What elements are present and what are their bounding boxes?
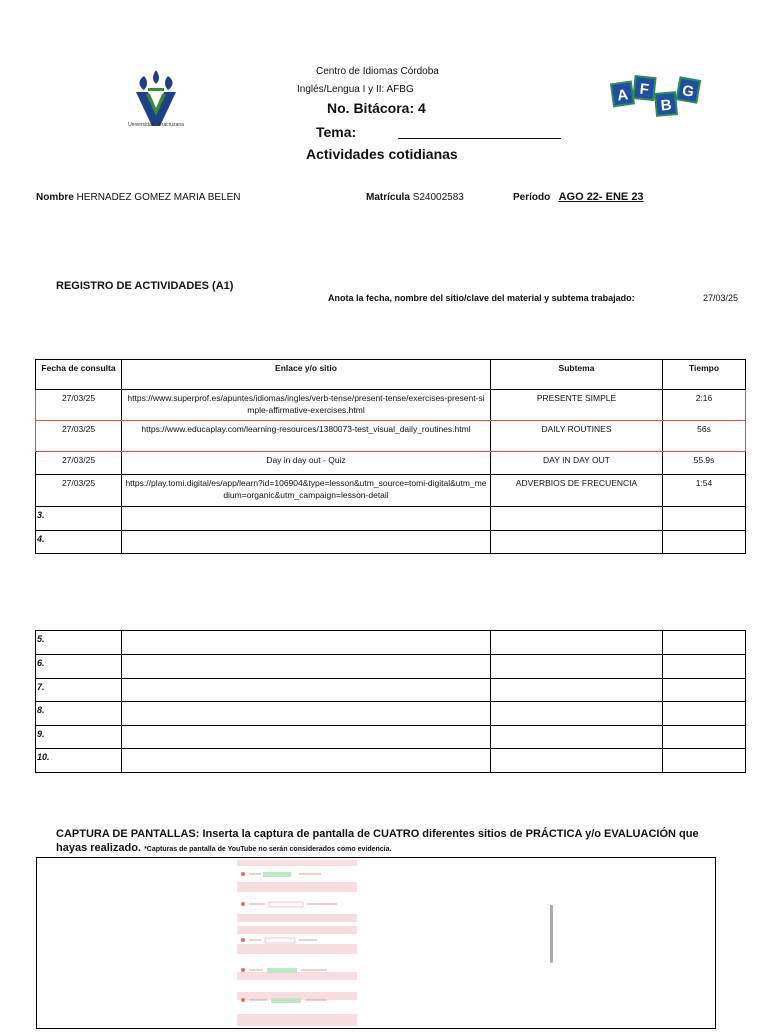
table-row (36, 655, 746, 679)
table-header-row (36, 360, 746, 390)
table-row (36, 702, 746, 726)
row-number: 4. (36, 531, 122, 554)
table-row (36, 631, 746, 655)
screenshot-frame (36, 857, 716, 1029)
table-row (36, 507, 746, 531)
quiz-screenshot-image (37, 858, 715, 1028)
registro-instruction: Anota la fecha, nombre del sitio/clave del material y subtema trabajado: (328, 293, 635, 303)
row-number: 6. (36, 655, 122, 679)
periodo-field (513, 191, 644, 203)
header-fecha: Fecha de consulta (36, 360, 122, 390)
center-name: Centro de Idiomas Córdoba (316, 66, 439, 77)
row-fecha: 27/03/25 (36, 421, 122, 452)
row-number: 7. (36, 679, 122, 702)
afbg-letter-f: F (638, 80, 650, 99)
table-row (36, 390, 746, 421)
header-enlace: Enlace y/o sitio (122, 360, 491, 390)
tema-label: Tema: (316, 124, 357, 140)
captura-note: *Capturas de pantalla de YouTube no serán considerados como evidencia. (144, 846, 392, 853)
row-enlace: https://play.tomi.digital/es/app/learn?id=106904&type=lesson&utm_source=tomi-digital&utm_medium=organic&utm_campaign=lesson-detail (122, 475, 491, 507)
table-row (36, 726, 746, 749)
matricula-value: S24002583 (412, 192, 464, 203)
row-enlace: Day in day out - Quiz (122, 452, 491, 475)
row-number: 10. (36, 749, 122, 773)
header-subtema: Subtema (491, 360, 663, 390)
page-subtitle: Actividades cotidianas (306, 146, 458, 162)
bitacora-number: No. Bitácora: 4 (327, 100, 426, 116)
row-number: 3. (36, 507, 122, 531)
registro-title: REGISTRO DE ACTIVIDADES (A1) (56, 280, 234, 292)
row-tiempo: 2:16 (663, 390, 746, 421)
nombre-label: Nombre (36, 192, 74, 203)
table-row (36, 421, 746, 452)
afbg-logo (610, 70, 702, 126)
header-tiempo: Tiempo (663, 360, 746, 390)
row-subtema: DAILY ROUTINES (491, 421, 663, 452)
matricula-field (366, 192, 464, 203)
row-number: 5. (36, 631, 122, 655)
periodo-value: AGO 22- ENE 23 (558, 191, 644, 203)
row-subtema: DAY IN DAY OUT (491, 452, 663, 475)
afbg-letter-g: G (680, 82, 696, 101)
tema-underline (398, 138, 561, 139)
table-row (36, 679, 746, 702)
row-number: 8. (36, 702, 122, 726)
row-fecha: 27/03/25 (36, 390, 122, 421)
row-fecha: 27/03/25 (36, 475, 122, 507)
screenshot-scrollbar-thumb (550, 905, 553, 963)
row-tiempo: 55.9s (663, 452, 746, 475)
table-row (36, 531, 746, 554)
captura-instruction: CAPTURA DE PANTALLAS: Inserta la captura de pantalla de CUATRO diferentes sitios de PRÁCTICA y/o EVALUACIÓN que hayas realizado. (56, 828, 699, 854)
row-tiempo: 1:54 (663, 475, 746, 507)
nombre-value: HERNADEZ GOMEZ MARIA BELEN (76, 192, 241, 203)
table-row (36, 475, 746, 507)
afbg-letter-a: A (616, 86, 630, 105)
universidad-veracruzana-logo (108, 66, 204, 130)
row-enlace: https://www.superprof.es/apuntes/idiomas/ingles/verb-tense/present-tense/exercises-present-simple-affirmative-exercises.html (122, 390, 491, 421)
activity-table (35, 359, 746, 554)
course-name: Inglés/Lengua I y II: AFBG (297, 84, 414, 95)
registro-date: 27/03/25 (703, 293, 739, 303)
table-row (36, 452, 746, 475)
periodo-label: Período (513, 192, 551, 203)
row-subtema: ADVERBIOS DE FRECUENCIA (491, 475, 663, 507)
row-number: 9. (36, 726, 122, 749)
row-tiempo: 56s (663, 421, 746, 452)
matricula-label: Matrícula (366, 192, 410, 203)
table-row (36, 749, 746, 773)
nombre-field (36, 192, 241, 203)
afbg-letter-b: B (659, 96, 673, 115)
captura-title (56, 827, 726, 857)
row-fecha: 27/03/25 (36, 452, 122, 475)
row-subtema: PRESENTE SIMPLE (491, 390, 663, 421)
activity-table-continued (35, 630, 746, 773)
row-enlace: https://www.educaplay.com/learning-resources/1380073-test_visual_daily_routines.html (122, 421, 491, 452)
logo-caption: Universidad Veracruzana (128, 122, 184, 128)
